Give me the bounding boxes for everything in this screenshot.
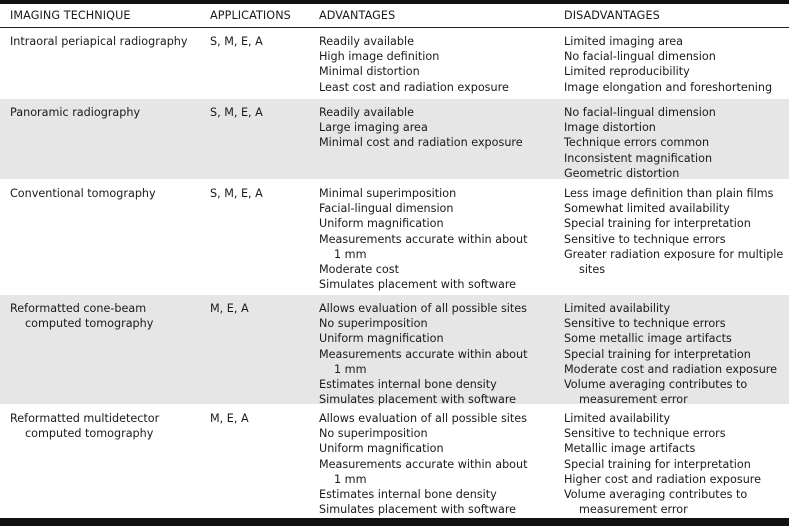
advantage-item: Large imaging area — [319, 121, 428, 135]
technique-line: Panoramic radiography — [10, 106, 141, 119]
advantage-item: Estimates internal bone density — [319, 488, 497, 502]
advantage-item: Readily available — [319, 106, 415, 119]
advantage-item: Allows evaluation of all possible sites — [319, 302, 528, 315]
disadvantage-item: No facial-lingual dimension — [564, 50, 716, 64]
advantage-item: Uniform magnification — [319, 442, 444, 456]
advantage-item-continuation: 1 mm — [334, 472, 367, 486]
table-header — [0, 4, 789, 28]
advantage-item-continuation: 1 mm — [334, 247, 367, 261]
disadvantage-item: Moderate cost and radiation exposure — [564, 362, 778, 376]
advantage-item: Simulates placement with software — [319, 503, 517, 517]
disadvantage-item: Metallic image artifacts — [564, 442, 696, 456]
advantage-item: Minimal cost and radiation exposure — [319, 136, 523, 150]
applications-cell: S, M, E, A — [210, 35, 263, 48]
advantage-item: No superimposition — [319, 317, 428, 331]
table-row-panoramic — [0, 99, 789, 180]
disadvantage-item: Image distortion — [564, 121, 656, 135]
technique-line-continuation: computed tomography — [25, 427, 154, 441]
advantage-item: Allows evaluation of all possible sites — [319, 412, 528, 425]
advantage-item: Simulates placement with software — [319, 393, 517, 407]
disadvantage-item: Somewhat limited availability — [564, 202, 730, 216]
advantage-item-continuation: 1 mm — [334, 362, 367, 376]
disadvantage-item-continuation: sites — [579, 263, 606, 277]
technique-cell — [10, 186, 205, 201]
header-disadvantages: DISADVANTAGES — [564, 9, 660, 22]
technique-line: Conventional tomography — [10, 187, 156, 200]
advantage-item: Uniform magnification — [319, 217, 444, 231]
applications-cell: S, M, E, A — [210, 187, 263, 200]
disadvantage-item: Less image definition than plain films — [564, 187, 774, 200]
advantage-item: High image definition — [319, 50, 440, 64]
advantage-item: Least cost and radiation exposure — [319, 80, 509, 94]
advantage-item: Measurements accurate within about — [319, 457, 528, 471]
disadvantage-item: Inconsistent magnification — [564, 151, 713, 165]
technique-cell — [10, 105, 205, 120]
disadvantage-item-continuation: measurement error — [579, 503, 688, 517]
disadvantage-item: Technique errors common — [564, 136, 710, 150]
advantage-item: Simulates placement with software — [319, 278, 517, 292]
disadvantage-item: No facial-lingual dimension — [564, 106, 716, 119]
table-row-cone-beam-ct — [0, 295, 789, 405]
advantage-item: Readily available — [319, 35, 415, 48]
disadvantages-cell — [564, 411, 786, 517]
disadvantage-item: Volume averaging contributes to — [564, 488, 748, 502]
advantage-item: Minimal superimposition — [319, 187, 457, 200]
disadvantage-item: Geometric distortion — [564, 166, 680, 180]
disadvantage-item: Sensitive to technique errors — [564, 317, 726, 331]
disadvantage-item: Limited availability — [564, 302, 671, 315]
advantages-cell — [319, 105, 559, 151]
advantage-item: No superimposition — [319, 427, 428, 441]
technique-line: Intraoral periapical radiography — [10, 35, 188, 48]
advantages-cell — [319, 186, 559, 292]
disadvantage-item: Greater radiation exposure for multiple — [564, 247, 784, 261]
disadvantage-item: Special training for interpretation — [564, 217, 751, 231]
applications-cell: M, E, A — [210, 412, 249, 425]
disadvantage-item: Limited imaging area — [564, 35, 684, 48]
applications-cell: M, E, A — [210, 302, 249, 315]
advantage-item: Moderate cost — [319, 263, 399, 277]
disadvantages-cell — [564, 186, 786, 277]
disadvantages-cell — [564, 105, 786, 181]
technique-line: Reformatted multidetector — [10, 412, 160, 425]
disadvantage-item: Some metallic image artifacts — [564, 332, 732, 346]
technique-cell — [10, 34, 205, 49]
table-row-multidetector-ct — [0, 405, 789, 518]
advantage-item: Facial-lingual dimension — [319, 202, 454, 216]
advantages-cell — [319, 411, 559, 517]
table-bottom-rule — [0, 518, 789, 526]
technique-cell — [10, 301, 205, 331]
disadvantages-cell — [564, 34, 786, 95]
advantage-item: Measurements accurate within about — [319, 232, 528, 246]
disadvantage-item: Image elongation and foreshortening — [564, 80, 773, 94]
header-advantages: ADVANTAGES — [319, 9, 396, 22]
disadvantage-item: Sensitive to technique errors — [564, 427, 726, 441]
disadvantage-item: Sensitive to technique errors — [564, 232, 726, 246]
technique-cell — [10, 411, 205, 441]
advantage-item: Measurements accurate within about — [319, 347, 528, 361]
applications-cell: S, M, E, A — [210, 106, 263, 119]
disadvantage-item: Limited availability — [564, 412, 671, 425]
disadvantage-item: Volume averaging contributes to — [564, 378, 748, 392]
disadvantage-item: Special training for interpretation — [564, 347, 751, 361]
table-row-conventional-tomography — [0, 180, 789, 295]
disadvantage-item-continuation: measurement error — [579, 393, 688, 407]
advantages-cell — [319, 34, 559, 95]
header-applications: APPLICATIONS — [210, 9, 291, 22]
advantages-cell — [319, 301, 559, 407]
technique-line: Reformatted cone-beam — [10, 302, 147, 315]
advantage-item: Minimal distortion — [319, 65, 420, 79]
disadvantages-cell — [564, 301, 786, 407]
header-imaging-technique: IMAGING TECHNIQUE — [10, 9, 131, 22]
table-row-intraoral — [0, 28, 789, 99]
advantage-item: Uniform magnification — [319, 332, 444, 346]
technique-line-continuation: computed tomography — [25, 317, 154, 331]
disadvantage-item: Special training for interpretation — [564, 457, 751, 471]
advantage-item: Estimates internal bone density — [319, 378, 497, 392]
disadvantage-item: Higher cost and radiation exposure — [564, 472, 762, 486]
disadvantage-item: Limited reproducibility — [564, 65, 690, 79]
